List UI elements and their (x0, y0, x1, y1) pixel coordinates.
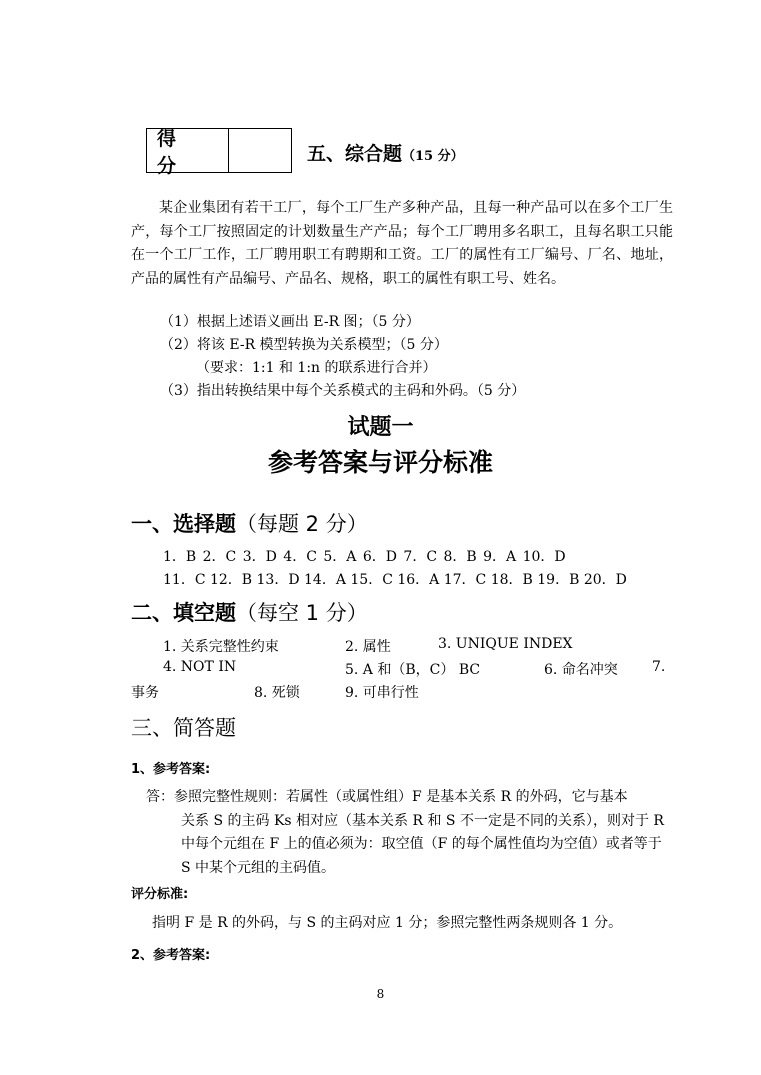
fill-3: 3. UNIQUE INDEX (438, 636, 573, 652)
question-item-2: （2）将该 E-R 模型转换为关系模型；（5 分） (160, 337, 448, 353)
page-number: 8 (376, 987, 385, 1001)
fill-8: 8. 死锁 (254, 685, 300, 701)
fill-5: 5. A 和（B，C） BC (345, 662, 481, 678)
fill-7-answer: 事务 (131, 685, 159, 701)
section5-paragraph: 某企业集团有若干工厂，每个工厂生产多种产品，且每一种产品可以在多个工厂生产，每个工厂按照固定的计划数量生产产品；每个工厂聘用多名职工，且每名职工只能在一个工厂工作，工厂聘用职工有聘期和工资。工厂的属性有工厂编号、厂名、地址，产品的属性有产品编号、产品名、规格，职工的属性有职工号、姓名。 (131, 200, 673, 287)
section5-points: （15 分） (402, 149, 464, 164)
fill-4: 4. NOT IN (163, 659, 237, 675)
section3-heading: 三、简答题 (131, 716, 236, 740)
question-item-note: （要求：1:1 和 1:n 的联系进行合并） (196, 360, 437, 376)
section2-title: 二、填空题 (131, 601, 236, 625)
section1-title: 一、选择题 (131, 512, 236, 536)
score-label: 得 分 (147, 129, 229, 172)
section5-title (307, 139, 464, 166)
question-item-1: （1）根据上述语义画出 E-R 图；（5 分） (160, 314, 420, 330)
section5-heading: 五、综合题 (307, 143, 403, 165)
q1-answer-first-line: 答：参照完整性规则：若属性（或属性组）F 是基本关系 R 的外码，它与基本 (146, 789, 628, 805)
grading-text: 指明 F 是 R 的外码，与 S 的主码对应 1 分；参照完整性两条规则各 1 分。 (152, 915, 623, 931)
score-box (146, 127, 292, 177)
section1-heading (131, 508, 368, 538)
section2-heading (131, 597, 368, 627)
fill-9: 9. 可串行性 (345, 685, 419, 701)
choice-row-1: 1．B 2．C 3．D 4．C 5．A 6．D 7．C 8．B 9．A 10．D (163, 549, 566, 565)
choice-row-2: 11．C 12．B 13．D 14．A 15．C 16．A 17．C 18．B 19．B 20．D (163, 572, 627, 588)
section2-note: （每空 1 分） (236, 601, 368, 625)
fill-1: 1. 关系完整性约束 (163, 639, 279, 655)
question-item-3: （3）指出转换结果中每个关系模式的主码和外码。（5 分） (160, 383, 526, 399)
fill-7: 7. (652, 659, 666, 675)
fill-2: 2. 属性 (345, 639, 391, 655)
q2-label: 2、参考答案: (131, 948, 211, 963)
exam-title: 试题一 (347, 415, 414, 440)
section1-note: （每题 2 分） (236, 512, 368, 536)
q1-label: 1、参考答案: (131, 762, 211, 777)
q1-answer-rest: 关系 S 的主码 Ks 相对应（基本关系 R 和 S 不一定是不同的关系），则对于 R 中每个元组在 F 上的值必须为：取空值（F 的每个属性值均为空值）或者等于 S 中某个元组的主码值。 (181, 812, 664, 876)
grading-label: 评分标准: (131, 887, 189, 902)
fill-6: 6. 命名冲突 (544, 662, 618, 678)
score-value (229, 129, 291, 172)
answers-title: 参考答案与评分标准 (267, 448, 493, 477)
q1-answer (146, 786, 674, 880)
